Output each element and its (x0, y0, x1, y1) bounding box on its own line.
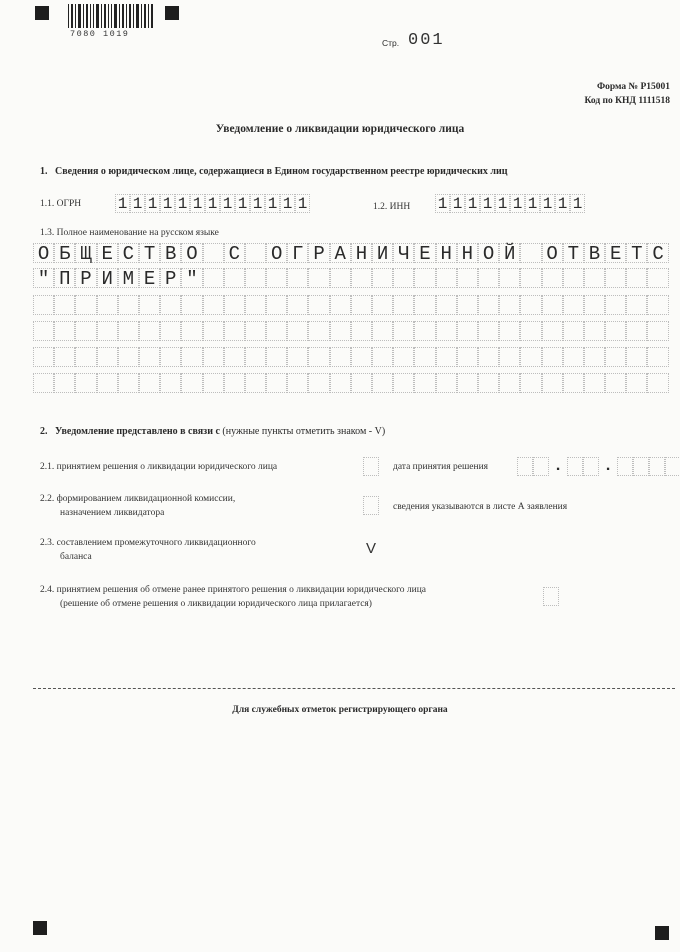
item-2-3-label (40, 536, 256, 564)
name-cell[interactable] (520, 268, 541, 288)
name-cell[interactable] (436, 295, 457, 315)
name-cell[interactable] (542, 347, 563, 367)
name-cell[interactable]: С (647, 243, 668, 263)
name-cell[interactable] (75, 373, 96, 393)
date-month-cell[interactable] (583, 457, 599, 476)
name-cell[interactable]: " (33, 268, 54, 288)
name-cell[interactable] (308, 268, 329, 288)
name-cell[interactable] (224, 321, 245, 341)
name-cell[interactable] (54, 321, 75, 341)
name-cell[interactable] (287, 268, 308, 288)
name-cell[interactable] (330, 347, 351, 367)
name-cell[interactable] (54, 373, 75, 393)
name-cell[interactable] (605, 268, 626, 288)
name-cell[interactable] (478, 268, 499, 288)
name-cell[interactable] (224, 373, 245, 393)
name-cell[interactable] (287, 347, 308, 367)
page-number: 001 (408, 31, 445, 50)
name-cell[interactable] (520, 347, 541, 367)
name-cell[interactable] (118, 295, 139, 315)
name-cell[interactable]: О (478, 243, 499, 263)
name-cell[interactable] (393, 268, 414, 288)
inn-cell[interactable]: 1 (570, 194, 585, 213)
name-cell[interactable] (414, 373, 435, 393)
name-cell[interactable] (245, 243, 266, 263)
item-2-2-line-1: 2.2. формированием ликвидационной комиссии, (40, 494, 236, 504)
full-name-line-3[interactable] (33, 295, 669, 315)
inn-cell[interactable]: 1 (525, 194, 540, 213)
item-2-4-label (40, 583, 426, 611)
form-number: Форма № Р15001 (596, 82, 670, 92)
ogrn-cell[interactable]: 1 (145, 194, 160, 213)
item-2-3-line-2: баланса (60, 552, 92, 562)
name-cell[interactable] (54, 295, 75, 315)
name-cell[interactable] (97, 321, 118, 341)
name-cell[interactable] (160, 321, 181, 341)
ogrn-cell[interactable]: 1 (265, 194, 280, 213)
name-cell[interactable] (563, 295, 584, 315)
item-2-1-checkbox[interactable] (363, 457, 379, 476)
full-name-label: 1.3. Полное наименование на русском языке (40, 228, 219, 238)
name-cell[interactable] (605, 373, 626, 393)
name-cell[interactable] (139, 373, 160, 393)
name-cell[interactable] (457, 347, 478, 367)
name-cell[interactable] (499, 347, 520, 367)
item-2-2-note: сведения указываются в листе А заявления (393, 502, 568, 512)
name-cell[interactable]: Г (287, 243, 308, 263)
name-cell[interactable] (351, 295, 372, 315)
item-2-2-label (40, 492, 235, 520)
date-year-cell[interactable] (633, 457, 649, 476)
name-cell[interactable] (372, 321, 393, 341)
name-cell[interactable]: Б (54, 243, 75, 263)
name-cell[interactable] (351, 321, 372, 341)
name-cell[interactable] (414, 321, 435, 341)
name-cell[interactable]: И (372, 243, 393, 263)
ogrn-cell[interactable]: 1 (115, 194, 130, 213)
name-cell[interactable]: Е (97, 243, 118, 263)
name-cell[interactable] (203, 321, 224, 341)
name-cell[interactable] (245, 373, 266, 393)
name-cell[interactable]: М (118, 268, 139, 288)
name-cell[interactable] (393, 373, 414, 393)
name-cell[interactable] (647, 295, 668, 315)
name-cell[interactable] (118, 321, 139, 341)
name-cell[interactable] (584, 321, 605, 341)
inn-cell[interactable]: 1 (555, 194, 570, 213)
name-cell[interactable] (97, 295, 118, 315)
name-cell[interactable] (330, 373, 351, 393)
inn-cell[interactable]: 1 (510, 194, 525, 213)
name-cell[interactable] (266, 295, 287, 315)
name-cell[interactable]: С (118, 243, 139, 263)
name-cell[interactable]: О (181, 243, 202, 263)
name-cell[interactable]: Й (499, 243, 520, 263)
name-cell[interactable] (54, 347, 75, 367)
name-cell[interactable] (520, 295, 541, 315)
name-cell[interactable] (266, 321, 287, 341)
item-2-3-line-1: 2.3. составлением промежуточного ликвидационного (40, 538, 256, 548)
name-cell[interactable] (372, 295, 393, 315)
name-cell[interactable] (542, 295, 563, 315)
name-cell[interactable]: Н (436, 243, 457, 263)
item-2-2-checkbox[interactable] (363, 496, 379, 515)
section-2-title: Уведомление представлено в связи с (55, 426, 220, 437)
name-cell[interactable] (478, 321, 499, 341)
name-cell[interactable] (160, 347, 181, 367)
name-cell[interactable] (647, 268, 668, 288)
registry-notes-heading: Для служебных отметок регистрирующего органа (232, 705, 448, 715)
full-name-line-5[interactable] (33, 347, 669, 367)
corner-marker-bottom-left (33, 921, 47, 935)
name-cell[interactable] (563, 268, 584, 288)
name-cell[interactable] (287, 295, 308, 315)
name-cell[interactable]: Р (308, 243, 329, 263)
name-cell[interactable] (372, 268, 393, 288)
item-2-4-line-2: (решение об отмене решения о ликвидации юридического лица прилагается) (60, 599, 372, 609)
name-cell[interactable]: П (54, 268, 75, 288)
name-cell[interactable] (245, 347, 266, 367)
name-cell[interactable] (308, 321, 329, 341)
name-cell[interactable] (499, 373, 520, 393)
inn-cell[interactable]: 1 (435, 194, 450, 213)
name-cell[interactable]: Щ (75, 243, 96, 263)
name-cell[interactable] (118, 347, 139, 367)
name-cell[interactable] (351, 268, 372, 288)
date-month-cell[interactable] (567, 457, 583, 476)
name-cell[interactable] (457, 268, 478, 288)
name-cell[interactable] (542, 321, 563, 341)
inn-cell[interactable]: 1 (465, 194, 480, 213)
full-name-line-6[interactable] (33, 373, 669, 393)
name-cell[interactable] (139, 347, 160, 367)
ogrn-cell[interactable]: 1 (130, 194, 145, 213)
name-cell[interactable] (33, 321, 54, 341)
inn-cell[interactable]: 1 (540, 194, 555, 213)
name-cell[interactable] (478, 295, 499, 315)
form-code-block (584, 80, 670, 108)
section-1-number: 1. (40, 166, 48, 177)
name-cell[interactable] (287, 373, 308, 393)
name-cell[interactable] (266, 347, 287, 367)
name-cell[interactable] (414, 268, 435, 288)
name-cell[interactable] (351, 373, 372, 393)
date-year-cell[interactable] (665, 457, 680, 476)
name-cell[interactable] (181, 347, 202, 367)
full-name-line-1[interactable] (33, 243, 669, 263)
ogrn-cell[interactable]: 1 (295, 194, 310, 213)
date-day-cell[interactable] (533, 457, 549, 476)
name-cell[interactable] (97, 373, 118, 393)
ogrn-cell[interactable]: 1 (235, 194, 250, 213)
name-cell[interactable]: Е (414, 243, 435, 263)
name-cell[interactable] (414, 347, 435, 367)
decision-date-field[interactable] (517, 457, 680, 476)
date-separator: . (603, 457, 613, 475)
item-2-4-line-1: 2.4. принятием решения об отмене ранее принятого решения о ликвидации юридического лица (40, 585, 426, 595)
name-cell[interactable] (33, 295, 54, 315)
name-cell[interactable] (436, 268, 457, 288)
name-cell[interactable] (499, 321, 520, 341)
name-cell[interactable] (75, 347, 96, 367)
name-cell[interactable] (542, 373, 563, 393)
date-separator: . (553, 457, 563, 475)
name-cell[interactable]: А (330, 243, 351, 263)
ogrn-cell[interactable]: 1 (280, 194, 295, 213)
name-cell[interactable] (224, 295, 245, 315)
name-cell[interactable]: О (542, 243, 563, 263)
name-cell[interactable] (584, 373, 605, 393)
name-cell[interactable] (160, 295, 181, 315)
name-cell[interactable] (499, 268, 520, 288)
name-cell[interactable]: О (266, 243, 287, 263)
ogrn-label: 1.1. ОГРН (40, 199, 82, 209)
name-cell[interactable] (584, 268, 605, 288)
name-cell[interactable] (372, 347, 393, 367)
name-cell[interactable] (478, 373, 499, 393)
name-cell[interactable]: И (97, 268, 118, 288)
name-cell[interactable] (626, 373, 647, 393)
date-year-cell[interactable] (649, 457, 665, 476)
name-cell[interactable] (181, 295, 202, 315)
date-year-cell[interactable] (617, 457, 633, 476)
name-cell[interactable] (414, 295, 435, 315)
inn-cell[interactable]: 1 (450, 194, 465, 213)
name-cell[interactable]: В (584, 243, 605, 263)
name-cell[interactable] (563, 347, 584, 367)
name-cell[interactable] (520, 243, 541, 263)
name-cell[interactable] (203, 347, 224, 367)
name-cell[interactable] (436, 321, 457, 341)
name-cell[interactable]: В (160, 243, 181, 263)
name-cell[interactable] (457, 373, 478, 393)
inn-field[interactable] (435, 194, 585, 213)
name-cell[interactable] (245, 295, 266, 315)
name-cell[interactable] (160, 373, 181, 393)
name-cell[interactable] (308, 373, 329, 393)
corner-marker-top-left (35, 6, 49, 20)
name-cell[interactable] (520, 373, 541, 393)
name-cell[interactable]: Т (626, 243, 647, 263)
name-cell[interactable] (478, 347, 499, 367)
name-cell[interactable]: Т (139, 243, 160, 263)
name-cell[interactable] (75, 295, 96, 315)
name-cell[interactable] (584, 295, 605, 315)
name-cell[interactable] (287, 321, 308, 341)
item-2-1-label: 2.1. принятием решения о ликвидации юридического лица (40, 462, 278, 472)
name-cell[interactable]: Р (75, 268, 96, 288)
section-1-heading (40, 166, 508, 177)
name-cell[interactable] (563, 373, 584, 393)
ogrn-cell[interactable]: 1 (160, 194, 175, 213)
name-cell[interactable] (584, 347, 605, 367)
ogrn-cell[interactable]: 1 (190, 194, 205, 213)
name-cell[interactable] (626, 295, 647, 315)
ogrn-cell[interactable]: 1 (205, 194, 220, 213)
name-cell[interactable] (330, 321, 351, 341)
name-cell[interactable]: С (224, 243, 245, 263)
name-cell[interactable]: Е (605, 243, 626, 263)
name-cell[interactable] (266, 268, 287, 288)
name-cell[interactable] (330, 268, 351, 288)
barcode-number: 7080 1019 (70, 29, 130, 39)
section-divider (33, 688, 675, 689)
name-cell[interactable] (499, 295, 520, 315)
name-cell[interactable] (33, 347, 54, 367)
name-cell[interactable] (33, 373, 54, 393)
name-cell[interactable] (393, 321, 414, 341)
name-cell[interactable]: О (33, 243, 54, 263)
knd-code: Код по КНД 1111518 (584, 96, 670, 106)
name-cell[interactable] (647, 373, 668, 393)
name-cell[interactable] (181, 373, 202, 393)
name-cell[interactable]: Р (160, 268, 181, 288)
name-cell[interactable]: Ч (393, 243, 414, 263)
ogrn-cell[interactable]: 1 (250, 194, 265, 213)
name-cell[interactable] (626, 268, 647, 288)
full-name-line-4[interactable] (33, 321, 669, 341)
ogrn-cell[interactable]: 1 (220, 194, 235, 213)
name-cell[interactable] (457, 295, 478, 315)
name-cell[interactable] (203, 243, 224, 263)
name-cell[interactable] (308, 347, 329, 367)
section-1-title: Сведения о юридическом лице, содержащиеся в Едином государственном реестре юридических лиц (55, 166, 508, 177)
name-cell[interactable] (203, 268, 224, 288)
name-cell[interactable] (605, 295, 626, 315)
name-cell[interactable] (563, 321, 584, 341)
name-cell[interactable] (245, 321, 266, 341)
name-cell[interactable] (203, 295, 224, 315)
section-2-heading (40, 426, 385, 437)
inn-cell[interactable]: 1 (480, 194, 495, 213)
name-cell[interactable] (139, 321, 160, 341)
name-cell[interactable] (393, 347, 414, 367)
section-2-number: 2. (40, 426, 48, 437)
name-cell[interactable] (647, 321, 668, 341)
page-label: Стр. (382, 38, 400, 48)
name-cell[interactable] (457, 321, 478, 341)
name-cell[interactable]: Н (457, 243, 478, 263)
name-cell[interactable] (647, 347, 668, 367)
name-cell[interactable] (605, 347, 626, 367)
date-day-cell[interactable] (517, 457, 533, 476)
item-2-4-checkbox[interactable] (543, 587, 559, 606)
name-cell[interactable] (330, 295, 351, 315)
name-cell[interactable] (139, 295, 160, 315)
name-cell[interactable] (372, 373, 393, 393)
name-cell[interactable] (118, 373, 139, 393)
name-cell[interactable] (626, 347, 647, 367)
name-cell[interactable] (97, 347, 118, 367)
name-cell[interactable] (224, 347, 245, 367)
ogrn-cell[interactable]: 1 (175, 194, 190, 213)
name-cell[interactable] (351, 347, 372, 367)
item-2-2-line-2: назначением ликвидатора (60, 508, 165, 518)
decision-date-label: дата принятия решения (393, 462, 489, 472)
name-cell[interactable] (542, 268, 563, 288)
name-cell[interactable] (605, 321, 626, 341)
name-cell[interactable] (75, 321, 96, 341)
name-cell[interactable] (436, 347, 457, 367)
item-2-3-checkbox[interactable]: V (365, 540, 376, 557)
section-2-note: (нужные пункты отметить знаком - V) (222, 426, 386, 437)
name-cell[interactable]: Е (139, 268, 160, 288)
name-cell[interactable] (308, 295, 329, 315)
name-cell[interactable] (266, 373, 287, 393)
document-title: Уведомление о ликвидации юридического лица (215, 123, 465, 135)
name-cell[interactable] (393, 295, 414, 315)
inn-cell[interactable]: 1 (495, 194, 510, 213)
name-cell[interactable] (520, 321, 541, 341)
corner-marker-top-right (165, 6, 179, 20)
name-cell[interactable] (436, 373, 457, 393)
name-cell[interactable]: Т (563, 243, 584, 263)
name-cell[interactable] (181, 321, 202, 341)
ogrn-field[interactable] (115, 194, 310, 213)
name-cell[interactable] (224, 268, 245, 288)
inn-label: 1.2. ИНН (373, 202, 411, 212)
full-name-line-2[interactable] (33, 268, 669, 288)
name-cell[interactable] (626, 321, 647, 341)
name-cell[interactable]: " (181, 268, 202, 288)
name-cell[interactable]: Н (351, 243, 372, 263)
name-cell[interactable] (203, 373, 224, 393)
barcode (66, 4, 156, 30)
corner-marker-bottom-right (655, 926, 669, 940)
name-cell[interactable] (245, 268, 266, 288)
